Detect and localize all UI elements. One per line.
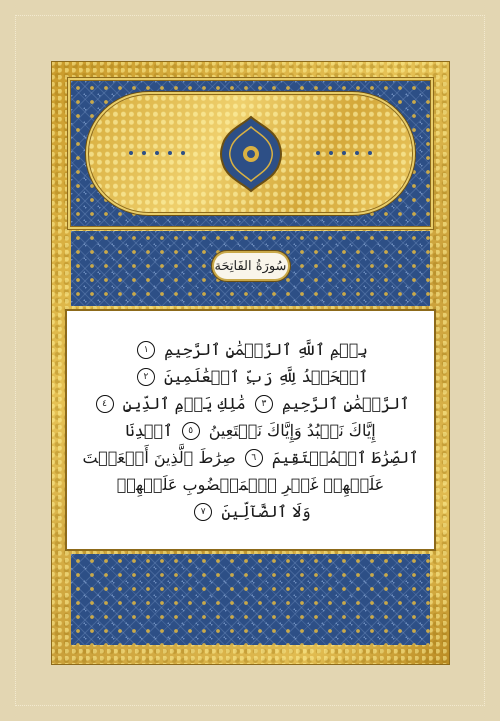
verse-line [133,336,368,363]
verse-line [92,390,410,417]
ayah-number-marker: ٦ [245,449,263,467]
verse-text: ٱلصِّرَٰطَ ٱلۡمُسۡتَقِيمَ [271,447,419,467]
verse-text: صِرَٰطَ ٱلَّذِينَ أَنۡعَمۡتَ [82,447,236,467]
ayah-number-marker: ٣ [255,395,273,413]
verse-text: ٱهۡدِنَا [125,420,173,440]
verse-line [83,444,419,471]
ayah-number-marker: ٢ [137,368,155,386]
verse-text: عَلَيۡهِمۡ غَيۡرِ ٱلۡمَغۡضُوبِ عَلَيۡهِمۡ [116,474,385,494]
dot-row-left [129,150,185,156]
verse-line [190,498,311,525]
ayah-number-marker: ٥ [182,422,200,440]
verse-text: وَلَا ٱلضَّآلِّينَ [221,501,311,521]
ayah-number-marker: ٤ [96,395,114,413]
center-medallion-icon [220,115,282,193]
dot-row-right [316,150,372,156]
surah-header-band [71,231,430,306]
verse-text: ٱلۡحَمۡدُ لِلَّهِ رَبِّ ٱلۡعَٰلَمِينَ [163,366,369,386]
surah-title-cartouche [214,253,288,279]
ayah-number-marker: ١ [137,341,155,359]
verse-line [133,363,368,390]
verse-text: بِسۡمِ ٱللَّهِ ٱلرَّحۡمَٰنِ ٱلرَّحِيمِ [164,339,368,359]
ayah-number-marker: ٧ [194,503,212,521]
verse-line [117,471,384,498]
surah-title: سُورَةُ الفَاتِحَة [214,258,287,274]
top-gold-panel [89,95,412,212]
verse-text: ٱلرَّحۡمَٰنِ ٱلرَّحِيمِ [281,393,410,413]
mushaf-page [51,61,450,665]
bottom-ornament-band [71,554,430,645]
top-ornament-band [71,81,430,226]
verse-text: إِيَّاكَ نَعۡبُدُ وَإِيَّاكَ نَسۡتَعِينُ [208,420,376,440]
verse-line [125,417,376,444]
verse-text-panel [67,311,434,549]
verse-text: مَٰلِكِ يَوۡمِ ٱلدِّينِ [122,393,246,413]
